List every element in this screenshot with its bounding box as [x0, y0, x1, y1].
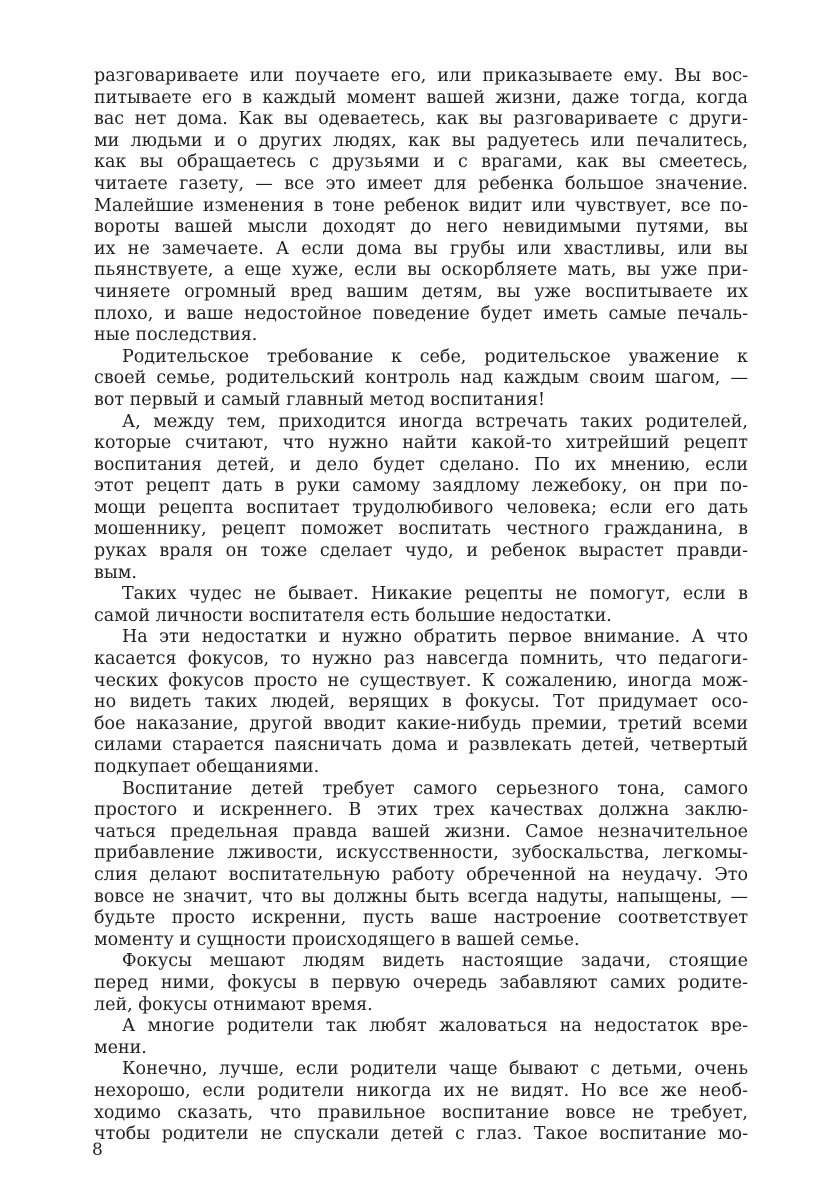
text-line: их не замечаете. А если дома вы грубы или хвастливы, или вы	[94, 238, 748, 259]
text-line: нехорошо, если родители никогда их не видят. Но все же необ-	[94, 1080, 748, 1101]
text-line: Фокусы мешают людям видеть настоящие задачи, стоящие	[122, 951, 748, 972]
text-line: вороты вашей мысли доходят до него невидимыми путями, вы	[94, 217, 748, 238]
text-line: разговариваете или поучаете его, или приказываете ему. Вы вос-	[94, 66, 748, 86]
text-line: как вы обращаетесь с друзьями и с врагами, как вы смеетесь,	[94, 152, 748, 173]
text-line: А многие родители так любят жаловаться на недостаток вре-	[122, 1016, 748, 1037]
text-line: слия делают воспитательную работу обреченной на неудачу. Это	[94, 864, 748, 885]
text-line: А, между тем, приходится иногда встречать таких родителей,	[122, 411, 748, 432]
text-line: силами старается паясничать дома и развлекать детей, четвертый	[94, 735, 748, 756]
text-line: мощи рецепта воспитает трудолюбивого человека; если его дать	[94, 497, 748, 518]
text-line: плохо, и ваше недостойное поведение будет иметь самые печаль-	[94, 303, 748, 324]
text-line: мошеннику, рецепт поможет воспитать честного гражданина, в	[94, 519, 748, 540]
text-line: мени.	[94, 1037, 147, 1058]
text-line: питываете его в каждый момент вашей жизни, даже тогда, когда	[94, 87, 748, 108]
text-line: этот рецепт дать в руки самому заядлому лежебоку, он при по-	[94, 476, 748, 497]
text-line: будьте просто искренни, пусть ваше настроение соответствует	[94, 908, 748, 929]
text-line: бое наказание, другой вводит какие-нибудь премии, третий всеми	[94, 713, 748, 734]
text-line: самой личности воспитателя есть большие недостатки.	[94, 605, 612, 626]
text-line: Малейшие изменения в тоне ребенок видит или чувствует, все по-	[94, 195, 748, 216]
text-line: Таких чудес не бывает. Никакие рецепты не помогут, если в	[122, 584, 748, 605]
text-line: вот первый и самый главный метод воспитания!	[94, 389, 546, 410]
text-line: Конечно, лучше, если родители чаще бывают с детьми, очень	[122, 1059, 748, 1080]
text-line: вовсе не значит, что вы должны быть всегда надуты, напыщены, —	[94, 886, 748, 907]
text-line: прибавление лживости, искусственности, зубоскальства, легкомы-	[94, 843, 748, 864]
text-line: На эти недостатки и нужно обратить первое внимание. А что	[122, 627, 748, 648]
text-line: простого и искреннего. В этих трех качествах должна заклю-	[94, 800, 748, 821]
text-line: перед ними, фокусы в первую очередь забавляют самих родите-	[94, 972, 748, 993]
text-line: вас нет дома. Как вы одеваетесь, как вы разговариваете с други-	[94, 109, 748, 130]
page-body-text	[94, 66, 748, 1146]
text-line: Родительское требование к себе, родительское уважение к	[122, 346, 748, 367]
text-line: моменту и сущности происходящего в вашей семье.	[94, 929, 580, 950]
text-line: читаете газету, — все это имеет для ребенка большое значение.	[94, 173, 748, 194]
text-line: подкупает обещаниями.	[94, 757, 320, 777]
text-line: ми людьми и о других людях, как вы радуетесь или печалитесь,	[94, 130, 748, 151]
text-line: ходимо сказать, что правильное воспитание вовсе не требует,	[94, 1102, 748, 1123]
text-line: касается фокусов, то нужно раз навсегда помнить, что педагоги-	[94, 649, 748, 670]
text-line: своей семье, родительский контроль над каждым своим шагом, —	[94, 368, 748, 389]
text-line: руках враля он тоже сделает чудо, и ребенок вырастет правди-	[94, 541, 748, 562]
text-line: воспитания детей, и дело будет сделано. По их мнению, если	[94, 454, 748, 475]
text-line: чаться предельная правда вашей жизни. Самое незначительное	[94, 821, 748, 842]
text-line: лей, фокусы отнимают время.	[94, 994, 373, 1015]
text-line: вым.	[94, 562, 137, 583]
text-line: но видеть таких людей, верящих в фокусы. Тот придумает осо-	[94, 692, 748, 713]
page-number: 8	[92, 1140, 103, 1160]
text-line: ные последствия.	[94, 325, 258, 346]
text-line: которые считают, что нужно найти какой-то хитрейший рецепт	[94, 433, 748, 454]
text-line: пьянствуете, а еще хуже, если вы оскорбляете мать, вы уже при-	[94, 260, 748, 281]
text-line: Воспитание детей требует самого серьезного тона, самого	[122, 778, 748, 799]
text-line: ческих фокусов просто не существует. К сожалению, иногда мож-	[94, 670, 748, 691]
text-line: чиняете огромный вред вашим детям, вы уже воспитываете их	[94, 281, 748, 302]
text-line: чтобы родители не спускали детей с глаз. Такое воспитание мо-	[94, 1124, 748, 1145]
